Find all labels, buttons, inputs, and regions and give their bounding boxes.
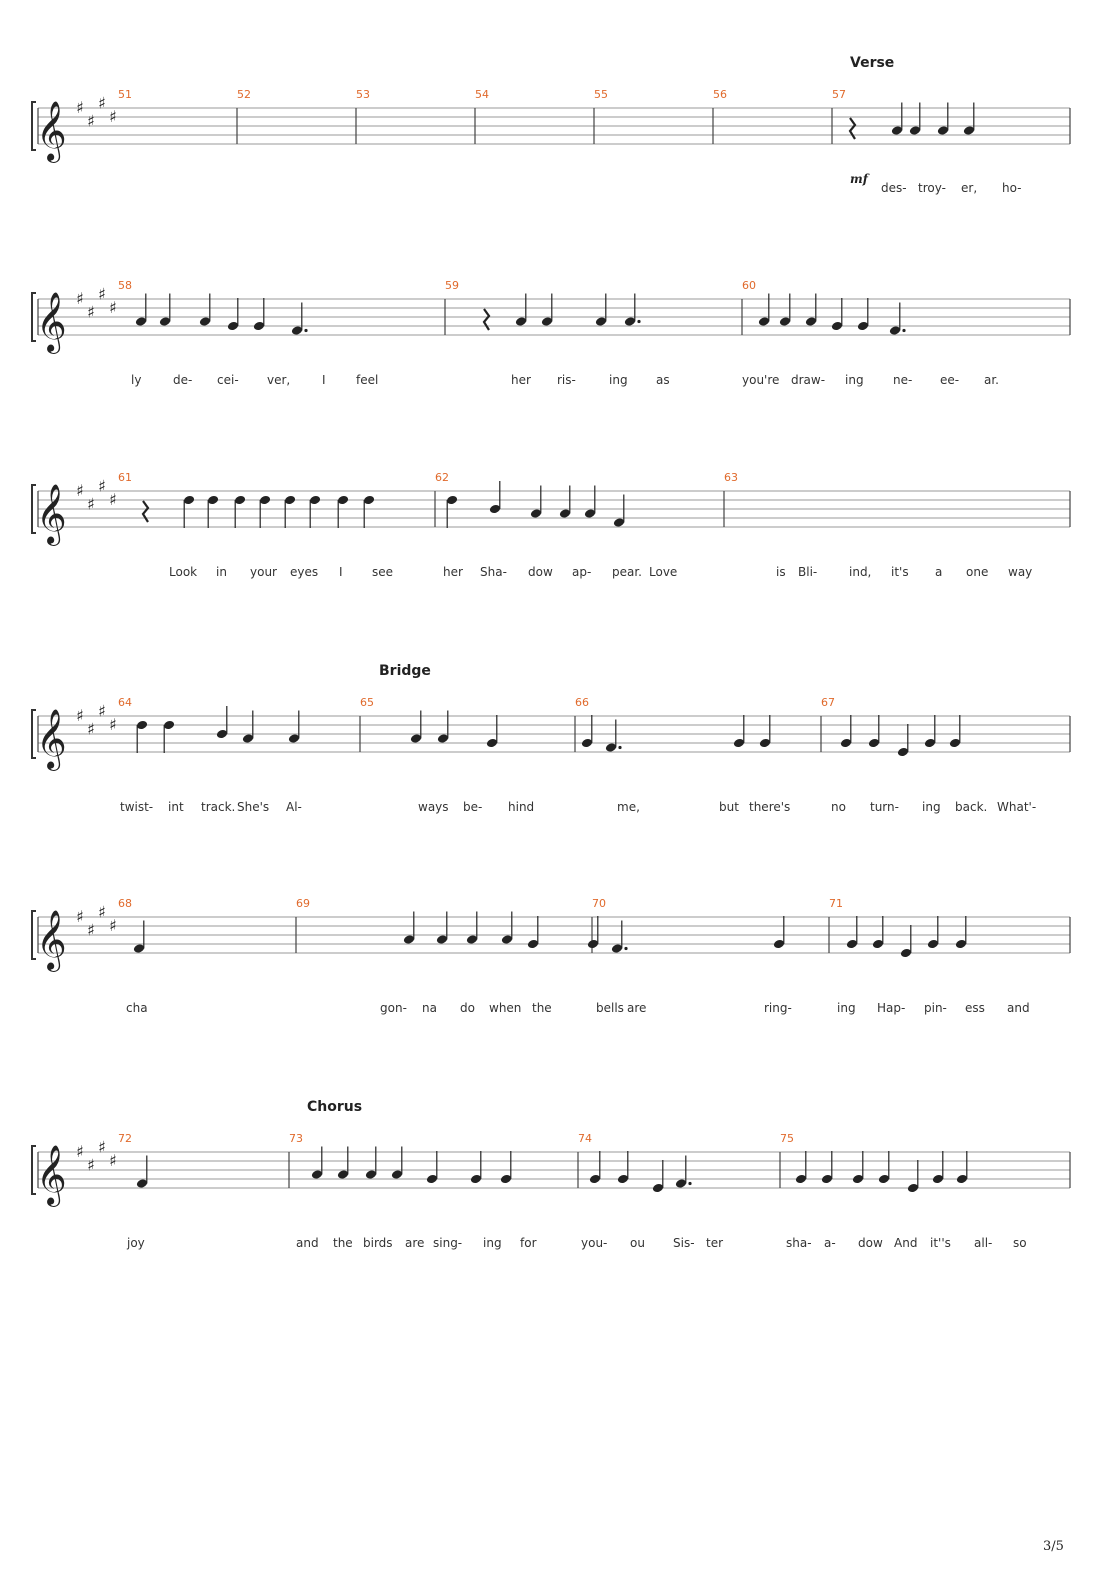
lyric-syllable: She's: [237, 800, 270, 814]
sharp-icon: ♯: [76, 98, 84, 117]
measure-number: 67: [821, 696, 835, 709]
staff-system: [32, 279, 1070, 387]
lyric-syllable: no: [831, 800, 846, 814]
lyric-syllable: Bli-: [798, 565, 818, 579]
lyric-syllable: Sha-: [480, 565, 507, 579]
sharp-icon: ♯: [98, 701, 106, 721]
augmentation-dot: [688, 1182, 691, 1185]
lyric-syllable: ter: [706, 1236, 724, 1250]
measure-number: 54: [475, 88, 489, 101]
treble-clef-icon: 𝄞: [36, 1145, 67, 1205]
sharp-icon: ♯: [98, 1137, 106, 1157]
lyric-syllable: ing: [922, 800, 941, 814]
lyric-syllable: des-: [881, 181, 907, 195]
augmentation-dot: [618, 746, 621, 749]
lyric-syllable: when: [489, 1001, 522, 1015]
sharp-icon: ♯: [87, 302, 95, 322]
sharp-icon: ♯: [87, 920, 95, 940]
measure-number: 52: [237, 88, 251, 101]
lyric-syllable: ou: [630, 1236, 645, 1250]
lyric-syllable: her: [511, 373, 531, 387]
lyric-syllable: cei-: [217, 373, 239, 387]
lyric-syllable: it''s: [930, 1236, 951, 1250]
lyric-syllable: What'-: [997, 800, 1037, 814]
measure-number: 60: [742, 279, 756, 292]
lyric-syllable: are: [405, 1236, 425, 1250]
staff-system: [32, 663, 1070, 814]
lyric-syllable: I: [339, 565, 343, 579]
lyric-syllable: hind: [508, 800, 535, 814]
lyric-syllable: so: [1013, 1236, 1027, 1250]
lyric-syllable: bells: [596, 1001, 624, 1015]
lyric-syllable: dow: [528, 565, 553, 579]
lyric-syllable: eyes: [290, 565, 319, 579]
treble-clef-icon: 𝄞: [36, 484, 67, 544]
lyric-syllable: but: [719, 800, 739, 814]
measure-number: 66: [575, 696, 589, 709]
dynamic-marking: mf: [850, 172, 868, 186]
augmentation-dot: [637, 320, 640, 323]
measure-number: 51: [118, 88, 132, 101]
lyric-syllable: ver,: [267, 373, 291, 387]
quarter-rest-icon: [143, 501, 148, 522]
sharp-icon: ♯: [87, 111, 95, 131]
lyric-syllable: int: [168, 800, 184, 814]
measure-number: 58: [118, 279, 132, 292]
lyric-syllable: ways: [418, 800, 449, 814]
measure-number: 63: [724, 471, 738, 484]
lyric-syllable: dow: [858, 1236, 883, 1250]
measure-number: 57: [832, 88, 846, 101]
measure-number: 74: [578, 1132, 592, 1145]
measure-number: 69: [296, 897, 310, 910]
treble-clef-icon: 𝄞: [36, 709, 67, 769]
lyric-syllable: feel: [356, 373, 379, 387]
quarter-rest-icon: [484, 309, 489, 330]
sharp-icon: ♯: [87, 494, 95, 514]
lyric-syllable: you-: [581, 1236, 608, 1250]
quarter-rest-icon: [850, 118, 855, 139]
lyric-syllable: ne-: [893, 373, 913, 387]
lyric-syllable: turn-: [870, 800, 899, 814]
sharp-icon: ♯: [98, 93, 106, 113]
lyric-syllable: see: [372, 565, 394, 579]
lyric-syllable: sing-: [433, 1236, 463, 1250]
lyric-syllable: way: [1008, 565, 1033, 579]
treble-clef-icon: 𝄞: [36, 101, 67, 161]
section-label: Chorus: [307, 1099, 363, 1115]
sharp-icon: ♯: [76, 289, 84, 308]
staff-system: [32, 55, 1070, 195]
lyric-syllable: as: [656, 373, 670, 387]
lyric-syllable: and: [296, 1236, 319, 1250]
lyric-syllable: there's: [749, 800, 791, 814]
sharp-icon: ♯: [98, 284, 106, 304]
lyric-syllable: it's: [891, 565, 909, 579]
sharp-icon: ♯: [109, 490, 117, 509]
measure-number: 65: [360, 696, 374, 709]
lyric-syllable: your: [250, 565, 277, 579]
lyric-syllable: And: [894, 1236, 918, 1250]
staff-system: [32, 1099, 1070, 1250]
lyric-syllable: Hap-: [877, 1001, 906, 1015]
measure-number: 75: [780, 1132, 794, 1145]
lyric-syllable: me,: [617, 800, 640, 814]
lyric-syllable: gon-: [380, 1001, 407, 1015]
staff-system: [32, 897, 1070, 1015]
lyric-syllable: pear.: [612, 565, 642, 579]
lyric-syllable: de-: [173, 373, 193, 387]
measure-number: 62: [435, 471, 449, 484]
sharp-icon: ♯: [87, 1155, 95, 1175]
lyric-syllable: track.: [201, 800, 236, 814]
measure-number: 68: [118, 897, 132, 910]
augmentation-dot: [304, 329, 307, 332]
lyric-syllable: are: [627, 1001, 647, 1015]
lyric-syllable: do: [460, 1001, 475, 1015]
lyric-syllable: birds: [363, 1236, 393, 1250]
sharp-icon: ♯: [87, 719, 95, 739]
sharp-icon: ♯: [76, 706, 84, 725]
section-label: Verse: [850, 55, 895, 71]
treble-clef-icon: 𝄞: [36, 292, 67, 352]
measure-number: 55: [594, 88, 608, 101]
section-label: Bridge: [379, 663, 431, 679]
lyric-syllable: the: [532, 1001, 552, 1015]
sharp-icon: ♯: [76, 1142, 84, 1161]
sharp-icon: ♯: [76, 481, 84, 500]
lyric-syllable: pin-: [924, 1001, 947, 1015]
lyric-syllable: cha: [126, 1001, 148, 1015]
lyric-syllable: ris-: [557, 373, 576, 387]
measure-number: 70: [592, 897, 606, 910]
sharp-icon: ♯: [76, 907, 84, 926]
sharp-icon: ♯: [109, 1151, 117, 1170]
sharp-icon: ♯: [109, 916, 117, 935]
lyric-syllable: joy: [127, 1236, 145, 1250]
lyric-syllable: a: [935, 565, 943, 579]
staff-system: [32, 471, 1070, 579]
lyric-syllable: I: [322, 373, 326, 387]
measure-number: 59: [445, 279, 459, 292]
lyric-syllable: ap-: [572, 565, 592, 579]
lyric-syllable: for: [520, 1236, 537, 1250]
lyric-syllable: is: [776, 565, 786, 579]
lyric-syllable: ring-: [764, 1001, 792, 1015]
lyric-syllable: ind,: [849, 565, 872, 579]
lyric-syllable: in: [216, 565, 227, 579]
lyric-syllable: ee-: [940, 373, 960, 387]
lyric-syllable: her: [443, 565, 463, 579]
lyric-syllable: all-: [974, 1236, 993, 1250]
lyric-syllable: er,: [961, 181, 978, 195]
augmentation-dot: [624, 947, 627, 950]
lyric-syllable: sha-: [786, 1236, 812, 1250]
lyric-syllable: one: [966, 565, 989, 579]
lyric-syllable: the: [333, 1236, 353, 1250]
lyric-syllable: ing: [483, 1236, 502, 1250]
lyric-syllable: ing: [845, 373, 864, 387]
measure-number: 73: [289, 1132, 303, 1145]
treble-clef-icon: 𝄞: [36, 910, 67, 970]
sharp-icon: ♯: [98, 902, 106, 922]
sharp-icon: ♯: [98, 476, 106, 496]
lyric-syllable: ess: [965, 1001, 985, 1015]
measure-number: 72: [118, 1132, 132, 1145]
lyric-syllable: ho-: [1002, 181, 1022, 195]
measure-number: 71: [829, 897, 843, 910]
lyric-syllable: back.: [955, 800, 988, 814]
measure-number: 56: [713, 88, 727, 101]
lyric-syllable: troy-: [918, 181, 946, 195]
lyric-syllable: Look: [169, 565, 198, 579]
lyric-syllable: Sis-: [673, 1236, 695, 1250]
lyric-syllable: na: [422, 1001, 437, 1015]
lyric-syllable: ing: [837, 1001, 856, 1015]
lyric-syllable: Al-: [286, 800, 302, 814]
lyric-syllable: you're: [742, 373, 780, 387]
lyric-syllable: ly: [131, 373, 142, 387]
sharp-icon: ♯: [109, 107, 117, 126]
measure-number: 61: [118, 471, 132, 484]
lyric-syllable: ar.: [984, 373, 999, 387]
lyric-syllable: be-: [463, 800, 483, 814]
augmentation-dot: [902, 329, 905, 332]
measure-number: 64: [118, 696, 132, 709]
sharp-icon: ♯: [109, 298, 117, 317]
measure-number: 53: [356, 88, 370, 101]
lyric-syllable: Love: [649, 565, 678, 579]
lyric-syllable: draw-: [791, 373, 826, 387]
sharp-icon: ♯: [109, 715, 117, 734]
page-number: 3/5: [1043, 1539, 1064, 1554]
lyric-syllable: ing: [609, 373, 628, 387]
lyric-syllable: and: [1007, 1001, 1030, 1015]
lyric-syllable: twist-: [120, 800, 154, 814]
lyric-syllable: a-: [824, 1236, 836, 1250]
